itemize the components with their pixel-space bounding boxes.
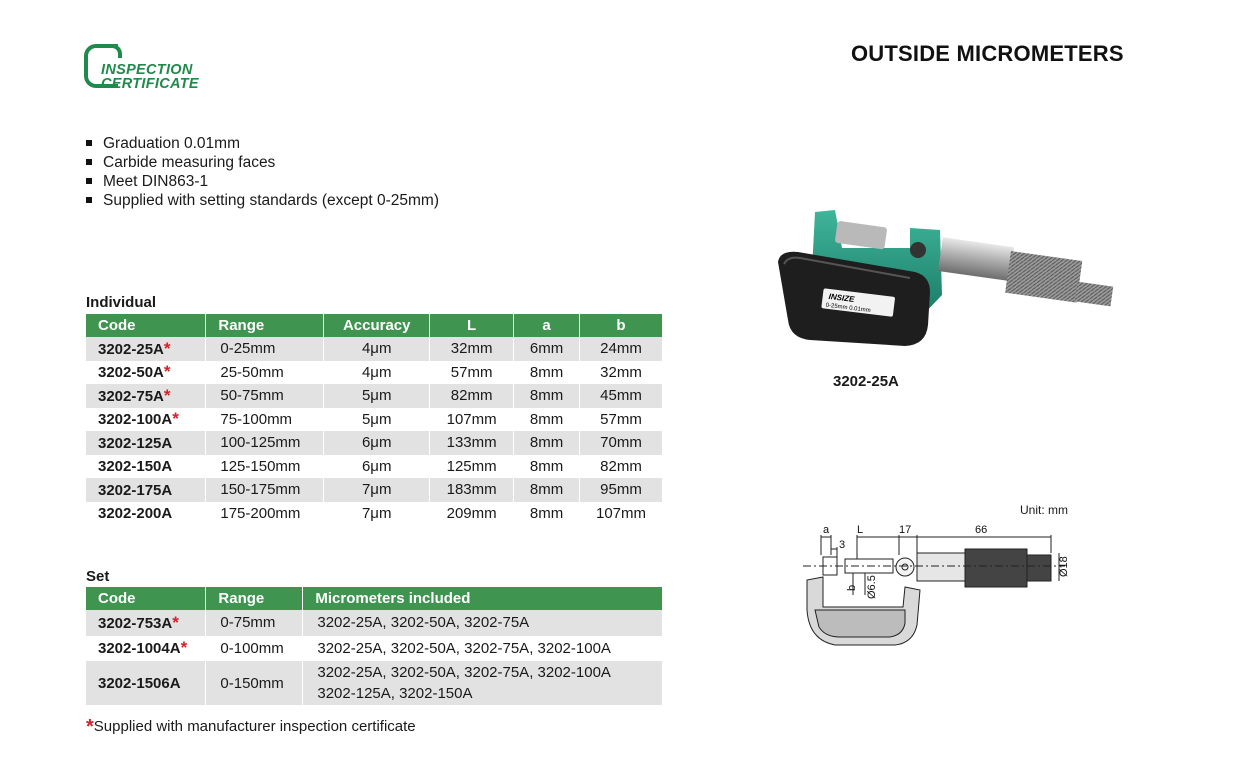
included-line: 3202-125A, 3202-150A [317, 685, 473, 702]
table-row [86, 431, 663, 455]
cell-accuracy: 4μm [324, 337, 430, 361]
cell-range: 50-75mm [206, 384, 324, 408]
code-text: 3202-1506A [98, 675, 181, 692]
footnote-star: * [86, 716, 94, 738]
cell-l: 183mm [430, 478, 514, 502]
cell-accuracy: 7μm [324, 478, 430, 502]
code-text: 3202-1004A [98, 640, 181, 658]
cell-code [86, 502, 206, 526]
cell-code [86, 661, 206, 705]
cell-a: 8mm [514, 431, 580, 455]
frame-label: 0-25mm 0.01mm [825, 302, 871, 315]
cell-l: 32mm [430, 337, 514, 361]
feature-list [86, 134, 439, 210]
dim-d18: Ø18 [1058, 556, 1070, 577]
code-text: 3202-125A [98, 434, 173, 452]
cell-code [86, 636, 206, 662]
table-row [86, 455, 663, 479]
cell-range: 0-150mm [206, 661, 303, 705]
table-header-row [86, 314, 663, 337]
dimension-drawing [795, 515, 1075, 665]
certificate-star: * [172, 409, 179, 429]
cell-accuracy: 5μm [324, 408, 430, 432]
code-text: 3202-100A [98, 411, 173, 429]
table-row [86, 610, 663, 636]
cell-code [86, 478, 206, 502]
cell-b: 57mm [580, 408, 663, 432]
footnote-text: Supplied with manufacturer inspection certificate [93, 718, 416, 735]
col-header-a: a [514, 314, 580, 337]
cell-a: 6mm [514, 337, 580, 361]
cell-included [303, 610, 663, 636]
dim-d65: Ø6.5 [866, 575, 878, 599]
cell-b: 45mm [580, 384, 663, 408]
cell-range: 150-175mm [206, 478, 324, 502]
code-text: 3202-200A [98, 505, 173, 523]
included-line: 3202-25A, 3202-50A, 3202-75A [317, 614, 530, 632]
cell-b: 32mm [580, 361, 663, 385]
set-section-title: Set [86, 568, 110, 585]
col-header-included: Micrometers included [303, 587, 663, 610]
set-table [86, 587, 663, 705]
unit-label: Unit: mm [1020, 503, 1068, 517]
cell-included [303, 661, 663, 705]
included-line: 3202-25A, 3202-50A, 3202-75A, 3202-100A [317, 664, 611, 681]
cell-l: 133mm [430, 431, 514, 455]
cell-a: 8mm [514, 384, 580, 408]
feature-item: Carbide measuring faces [86, 153, 439, 172]
code-text: 3202-25A [98, 340, 164, 358]
cell-b: 95mm [580, 478, 663, 502]
col-header-range: Range [206, 587, 303, 610]
col-header-accuracy: Accuracy [324, 314, 430, 337]
cell-a: 8mm [514, 455, 580, 479]
dim-a: a [823, 524, 830, 536]
code-text: 3202-150A [98, 458, 173, 476]
cell-range: 0-75mm [206, 610, 303, 636]
cell-code [86, 431, 206, 455]
cell-range: 25-50mm [206, 361, 324, 385]
feature-item: Graduation 0.01mm [86, 134, 439, 153]
code-text: 3202-50A [98, 364, 164, 382]
cell-accuracy: 6μm [324, 455, 430, 479]
col-header-code: Code [86, 587, 206, 610]
table-row [86, 636, 663, 662]
col-header-b: b [580, 314, 663, 337]
cell-code [86, 408, 206, 432]
product-image-caption: 3202-25A [833, 373, 899, 390]
certificate-star: * [172, 612, 179, 632]
cell-range: 0-100mm [206, 636, 303, 662]
cell-accuracy: 7μm [324, 502, 430, 526]
cell-a: 8mm [514, 502, 580, 526]
logo-line2: CERTIFICATE [101, 76, 199, 92]
dim-l: L [857, 524, 864, 536]
cell-b: 82mm [580, 455, 663, 479]
feature-item: Meet DIN863-1 [86, 172, 439, 191]
cell-range: 125-150mm [206, 455, 324, 479]
cell-included [303, 636, 663, 662]
certificate-star: * [163, 362, 171, 382]
cell-code [86, 610, 206, 636]
cell-accuracy: 5μm [324, 384, 430, 408]
cell-l: 209mm [430, 502, 514, 526]
col-header-code: Code [86, 314, 206, 337]
col-header-range: Range [206, 314, 324, 337]
cell-accuracy: 4μm [324, 361, 430, 385]
cell-accuracy: 6μm [324, 431, 430, 455]
cell-range: 0-25mm [206, 337, 324, 361]
cell-code [86, 361, 206, 385]
table-row [86, 502, 663, 526]
cell-code [86, 455, 206, 479]
brand-label: INSIZE [828, 291, 855, 305]
cell-code [86, 337, 206, 361]
cell-a: 8mm [514, 478, 580, 502]
certificate-star: * [163, 338, 171, 358]
logo-text [101, 63, 199, 91]
cell-a: 8mm [514, 408, 580, 432]
cell-a: 8mm [514, 361, 580, 385]
micrometer-product-image [770, 200, 1120, 360]
code-text: 3202-753A [98, 614, 173, 632]
cell-b: 107mm [580, 502, 663, 526]
cell-l: 107mm [430, 408, 514, 432]
logo-line1: INSPECTION [101, 62, 193, 78]
feature-item: Supplied with setting standards (except 0-25mm) [86, 191, 439, 210]
table-row [86, 337, 663, 361]
dim-17: 17 [899, 524, 912, 536]
table-row [86, 361, 663, 385]
page-title: OUTSIDE MICROMETERS [851, 41, 1124, 66]
cell-code [86, 384, 206, 408]
code-text: 3202-75A [98, 387, 164, 405]
cell-range: 100-125mm [206, 431, 324, 455]
inspection-certificate-logo [84, 44, 244, 94]
certificate-star: * [180, 638, 188, 658]
individual-table [86, 314, 663, 525]
table-row [86, 661, 663, 705]
table-header-row [86, 587, 663, 610]
cell-b: 24mm [580, 337, 663, 361]
cell-l: 125mm [430, 455, 514, 479]
table-row [86, 408, 663, 432]
footnote [86, 716, 416, 739]
dim-66: 66 [975, 524, 988, 536]
cell-range: 75-100mm [206, 408, 324, 432]
cell-l: 82mm [430, 384, 514, 408]
individual-section-title: Individual [86, 294, 157, 311]
dim-3: 3 [839, 539, 846, 551]
cell-b: 70mm [580, 431, 663, 455]
certificate-star: * [163, 385, 171, 405]
code-text: 3202-175A [98, 481, 173, 499]
col-header-l: L [430, 314, 514, 337]
cell-range: 175-200mm [206, 502, 324, 526]
dim-b: b [846, 584, 858, 591]
table-row [86, 478, 663, 502]
cell-l: 57mm [430, 361, 514, 385]
table-row [86, 384, 663, 408]
included-line: 3202-25A, 3202-50A, 3202-75A, 3202-100A [317, 639, 611, 657]
